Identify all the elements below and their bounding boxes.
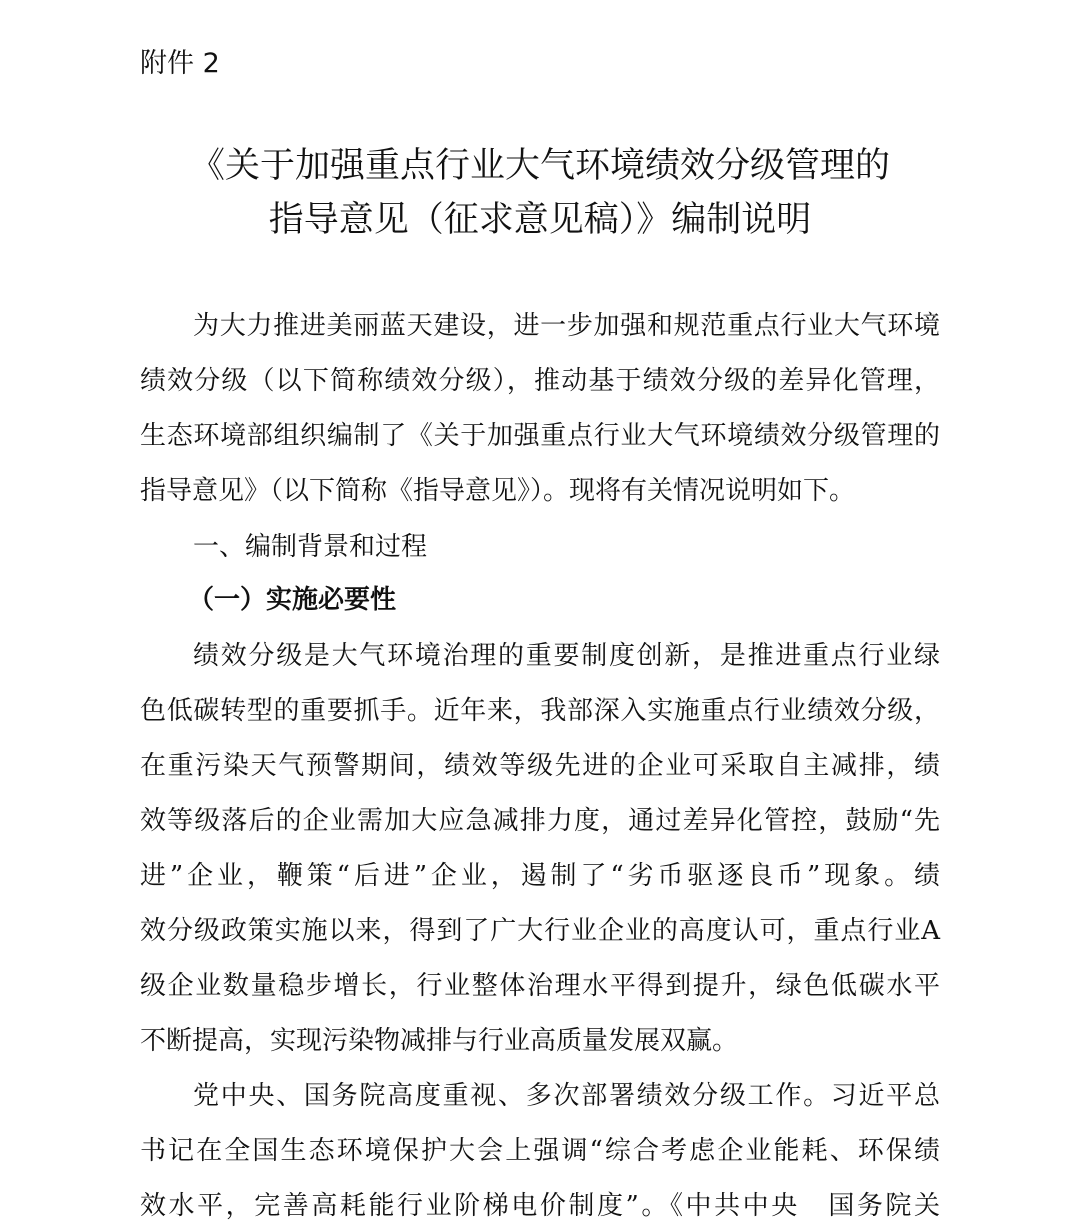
intro-paragraph-line: 指导意见》（以下简称《指导意见》）。现将有关情况说明如下。: [140, 476, 856, 506]
intro-paragraph-line: 为大力推进美丽蓝天建设，进一步加强和规范重点行业大气环境: [193, 311, 940, 341]
paragraph-line: 效水平，完善高耗能行业阶梯电价制度”。《中共中央 国务院关: [140, 1191, 940, 1221]
intro-paragraph-line: 生态环境部组织编制了《关于加强重点行业大气环境绩效分级管理的: [140, 421, 940, 451]
paragraph-line: 进”企业，鞭策“后进”企业，遏制了“劣币驱逐良币”现象。绩: [140, 861, 940, 891]
paragraph-line: 党中央、国务院高度重视、多次部署绩效分级工作。习近平总: [193, 1081, 940, 1111]
document-title-line-2: 指导意见（征求意见稿）》编制说明: [268, 200, 812, 240]
paragraph-line: 效等级落后的企业需加大应急减排力度，通过差异化管控，鼓励“先: [140, 806, 940, 836]
subsection-heading: （一）实施必要性: [188, 585, 397, 615]
document-title-line-1: 《关于加强重点行业大气环境绩效分级管理的: [189, 146, 890, 186]
section-heading: 一、编制背景和过程: [193, 532, 428, 562]
paragraph-line: 级企业数量稳步增长，行业整体治理水平得到提升，绿色低碳水平: [140, 971, 940, 1001]
attachment-label: 附件 2: [140, 48, 220, 79]
paragraph-line: 色低碳转型的重要抓手。近年来，我部深入实施重点行业绩效分级，: [140, 696, 940, 726]
paragraph-line: 不断提高，实现污染物减排与行业高质量发展双赢。: [140, 1026, 739, 1056]
paragraph-line: 书记在全国生态环境保护大会上强调“综合考虑企业能耗、环保绩: [140, 1136, 940, 1166]
paragraph-line: 效分级政策实施以来，得到了广大行业企业的高度认可，重点行业A: [140, 916, 940, 946]
paragraph-line: 在重污染天气预警期间，绩效等级先进的企业可采取自主减排，绩: [140, 751, 940, 781]
paragraph-line: 绩效分级是大气环境治理的重要制度创新，是推进重点行业绿: [193, 641, 940, 671]
intro-paragraph-line: 绩效分级（以下简称绩效分级），推动基于绩效分级的差异化管理，: [140, 366, 940, 396]
